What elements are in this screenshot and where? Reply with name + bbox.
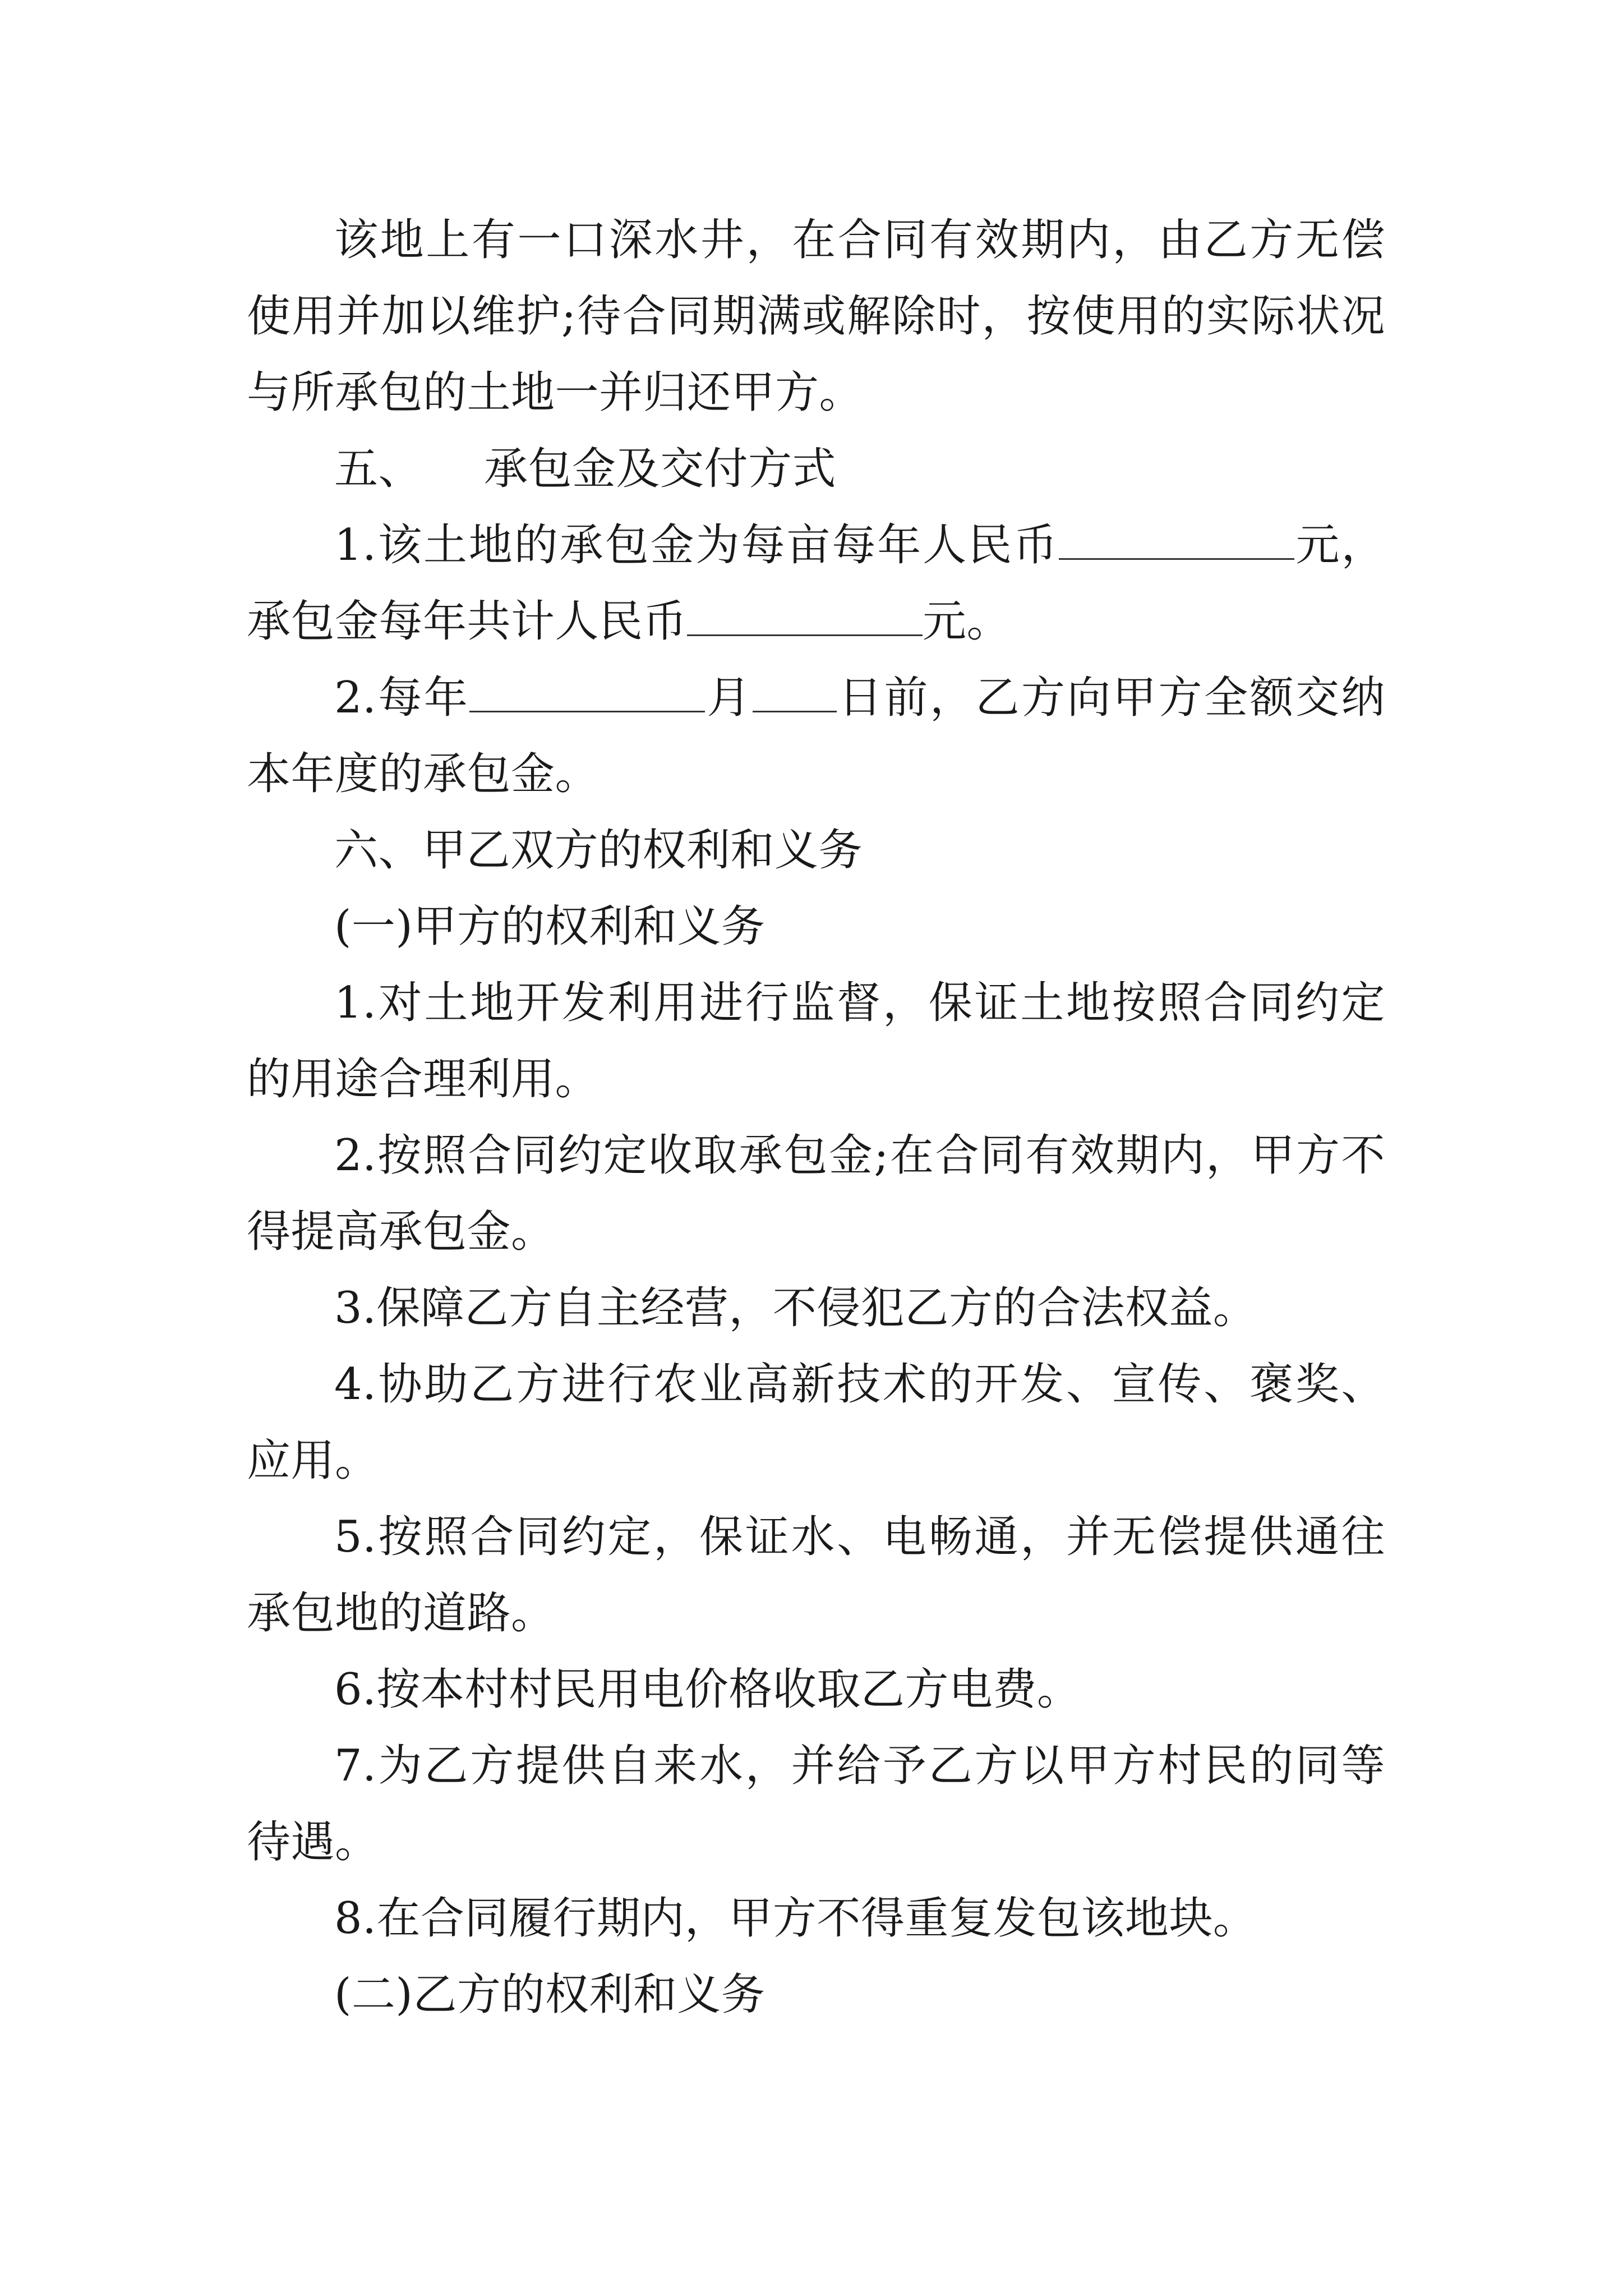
text-part: 月 <box>705 673 753 723</box>
list-item: 5.按照合同约定，保证水、电畅通，并无偿提供通往承包地的道路。 <box>247 1512 1385 1639</box>
fill-blank-total[interactable] <box>687 595 923 636</box>
list-item: 6.按本村村民用电价格收取乙方电费。 <box>334 1664 1081 1715</box>
section-heading-5 <box>247 431 1385 507</box>
fill-blank-month[interactable] <box>469 671 705 712</box>
list-item: 8.在合同履行期内，甲方不得重复发包该地块。 <box>334 1893 1257 1944</box>
list-item: 1.对土地开发利用进行监督，保证土地按照合同约定的用途合理利用。 <box>247 978 1385 1105</box>
section-heading-6: 六、甲乙双方的权利和义务 <box>334 825 863 876</box>
paragraph-fee-amount <box>247 507 1385 660</box>
fill-blank-per-mu[interactable] <box>1059 519 1294 560</box>
text-part: 1.该土地的承包金为每亩每年人民币 <box>334 520 1059 570</box>
list-item: 3.保障乙方自主经营，不侵犯乙方的合法权益。 <box>334 1283 1257 1333</box>
subsection-heading-party-a: (一)甲方的权利和义务 <box>334 901 766 952</box>
subsection-heading-party-b: (二)乙方的权利和义务 <box>334 1970 766 2020</box>
list-item: 4.协助乙方进行农业高新技术的开发、宣传、褒奖、应用。 <box>247 1359 1385 1486</box>
text-part: 元，承包金每年共计人民币 <box>247 520 1385 647</box>
text-part: 元。 <box>923 596 1011 647</box>
text-part: 日前，乙方向甲方全额交纳本年度的承包金。 <box>247 673 1385 799</box>
paragraph-payment-date <box>247 660 1385 812</box>
list-item: 2.按照合同约定收取承包金;在合同有效期内，甲方不得提高承包金。 <box>247 1130 1385 1257</box>
document-page <box>247 202 1385 2033</box>
text-part: 2.每年 <box>334 673 470 723</box>
section-title: 承包金及交付方式 <box>484 444 837 494</box>
section-number: 五、 <box>334 444 423 494</box>
fill-blank-day[interactable] <box>753 671 837 712</box>
list-item: 7.为乙方提供自来水，并给予乙方以甲方村民的同等待遇。 <box>247 1741 1385 1867</box>
paragraph-well: 该地上有一口深水井，在合同有效期内，由乙方无偿使用并加以维护;待合同期满或解除时，按使用的实际状况与所承包的土地一并归还甲方。 <box>247 215 1385 418</box>
